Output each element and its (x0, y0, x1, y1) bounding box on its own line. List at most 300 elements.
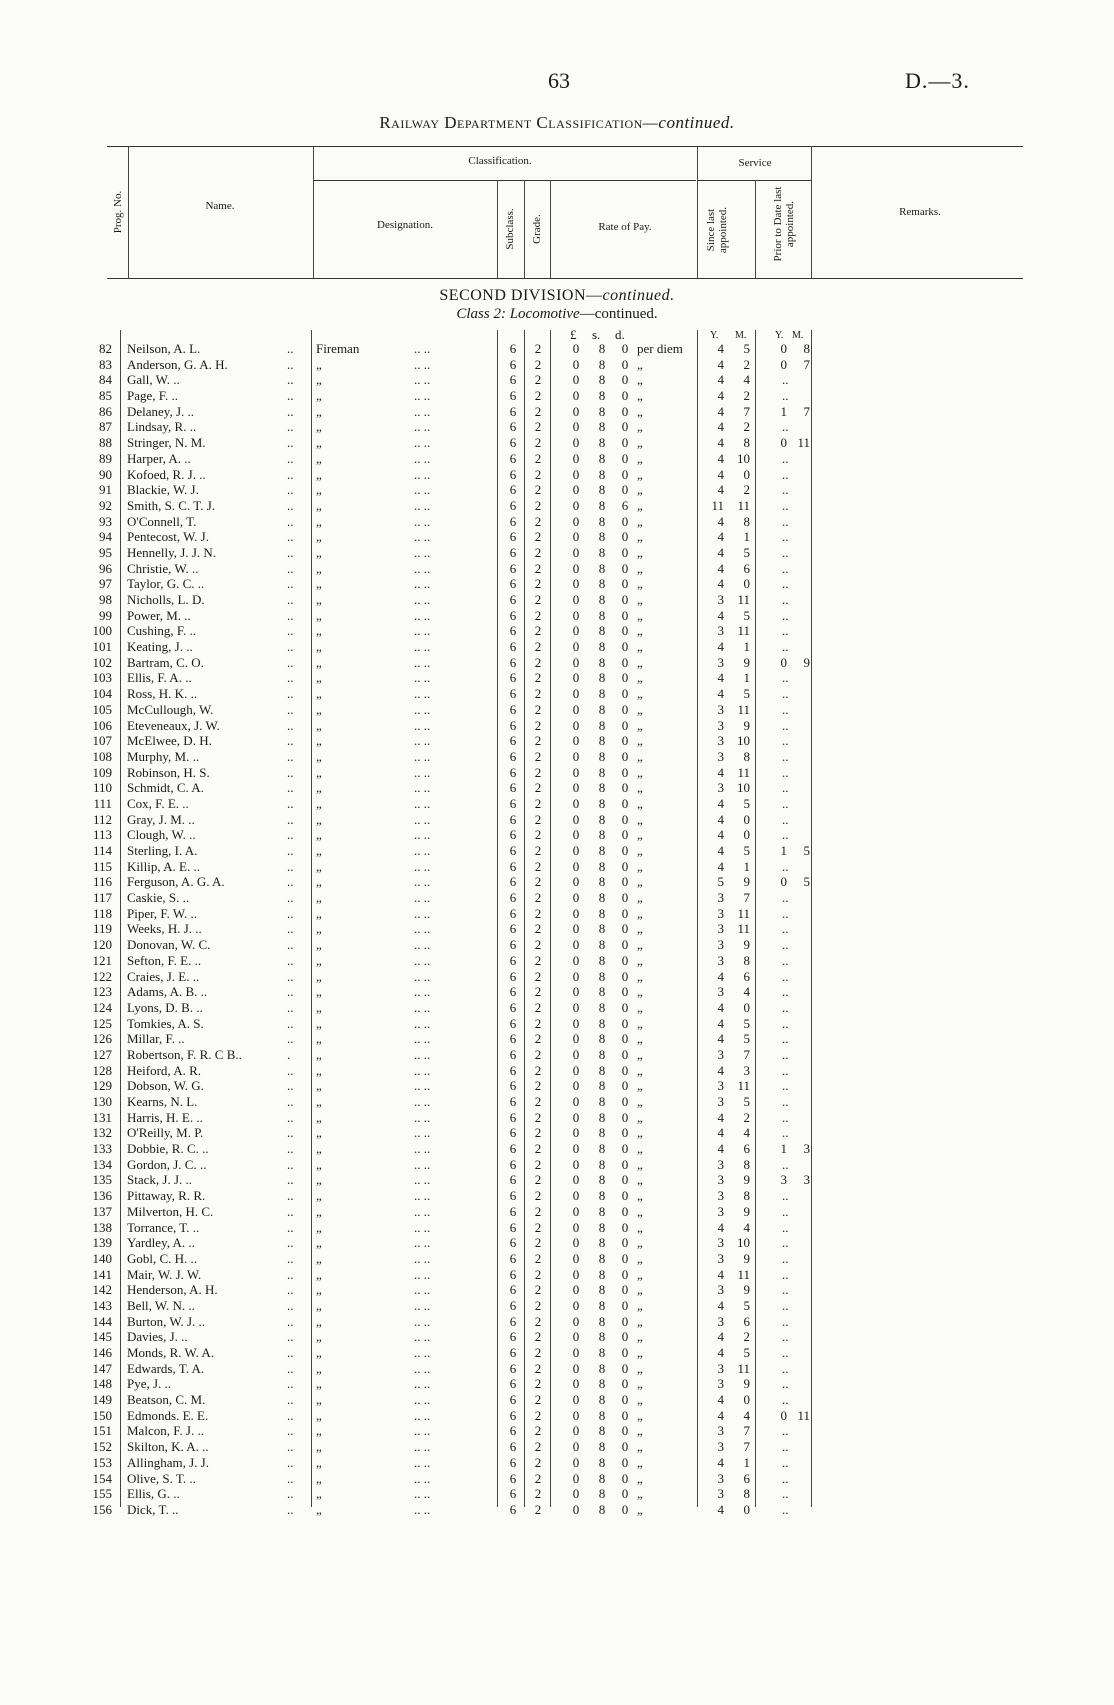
service-years-since: 4 (717, 576, 724, 592)
service-prior-blank: .. (782, 1046, 789, 1062)
subclass: 6 (509, 1266, 517, 1282)
leader-dots: .. (287, 1266, 294, 1282)
pay-shillings: 8 (598, 1235, 606, 1251)
pay-pounds: 0 (572, 1031, 580, 1047)
pay-pounds: 0 (572, 1172, 580, 1188)
leader-dots: .. .. (414, 607, 431, 623)
service-prior-blank: .. (782, 1360, 789, 1376)
subclass: 6 (509, 764, 517, 780)
prog-number: 83 (99, 356, 112, 372)
pay-pence: 0 (621, 1062, 629, 1078)
leader-dots: .. (287, 921, 294, 937)
service-years-since: 3 (717, 1439, 724, 1455)
subclass: 6 (509, 748, 517, 764)
designation: „ (316, 764, 322, 780)
leader-dots: .. .. (414, 1329, 431, 1345)
table-row (0, 1392, 1114, 1408)
prog-number: 126 (92, 1031, 112, 1047)
grade: 2 (534, 403, 542, 419)
leader-dots: .. (287, 1203, 294, 1219)
prog-number: 111 (93, 795, 112, 811)
pay-pounds: 0 (572, 356, 580, 372)
pay-pence: 0 (621, 654, 629, 670)
service-years-since: 3 (717, 1078, 724, 1094)
leader-dots: .. .. (414, 733, 431, 749)
table-row (0, 592, 1114, 608)
service-years-since: 3 (717, 748, 724, 764)
designation: „ (316, 686, 322, 702)
pay-unit: „ (637, 388, 643, 404)
grade: 2 (534, 1062, 542, 1078)
pay-unit: „ (637, 1313, 643, 1329)
staff-name: Gray, J. M. .. (127, 811, 195, 827)
service-prior-blank: .. (782, 686, 789, 702)
service-years-since: 3 (717, 1203, 724, 1219)
pay-pence: 0 (621, 780, 629, 796)
table-row (0, 953, 1114, 969)
table-row (0, 1423, 1114, 1439)
staff-name: Bell, W. N. .. (127, 1297, 195, 1313)
leader-dots: .. (287, 670, 294, 686)
pay-shillings: 8 (598, 544, 606, 560)
leader-dots: .. .. (414, 435, 431, 451)
service-prior-blank: .. (782, 1439, 789, 1455)
pay-shillings: 8 (598, 811, 606, 827)
pay-pounds: 0 (572, 1156, 580, 1172)
pay-pounds: 0 (572, 482, 580, 498)
prog-number: 113 (92, 827, 112, 843)
pay-shillings: 8 (598, 388, 606, 404)
pay-pence: 0 (621, 984, 629, 1000)
leader-dots: .. (287, 1313, 294, 1329)
designation: „ (316, 1109, 322, 1125)
prog-number: 156 (92, 1501, 112, 1517)
subclass: 6 (509, 1219, 517, 1235)
grade: 2 (534, 1078, 542, 1094)
pay-pence: 0 (621, 921, 629, 937)
unit-years-prior: Y. (775, 330, 784, 341)
service-years-since: 4 (717, 1329, 724, 1345)
pay-shillings: 8 (598, 560, 606, 576)
pay-pence: 0 (621, 937, 629, 953)
leader-dots: .. .. (414, 1345, 431, 1360)
pay-shillings: 8 (598, 513, 606, 529)
service-prior-blank: .. (782, 1470, 789, 1486)
service-years-since: 4 (717, 1392, 724, 1408)
service-months-prior: 5 (803, 874, 810, 890)
designation: „ (316, 1376, 322, 1392)
pay-pence: 0 (621, 858, 629, 874)
service-years-since: 4 (717, 1407, 724, 1423)
staff-name: Edmonds. E. E. (127, 1407, 209, 1423)
pay-pounds: 0 (572, 764, 580, 780)
prog-number: 93 (99, 513, 112, 529)
leader-dots: .. .. (414, 1235, 431, 1251)
table-row (0, 1314, 1114, 1330)
leader-dots: .. (287, 1125, 294, 1141)
pay-pence: 0 (621, 1454, 629, 1470)
service-years-since: 4 (717, 607, 724, 623)
staff-name: Anderson, G. A. H. (127, 356, 228, 372)
service-prior-blank: .. (782, 827, 789, 843)
prog-number: 112 (92, 811, 112, 827)
service-months-since: 9 (743, 717, 750, 733)
service-prior-blank: .. (782, 1203, 789, 1219)
designation: „ (316, 607, 322, 623)
service-years-since: 3 (717, 1156, 724, 1172)
service-months-since: 3 (743, 1062, 750, 1078)
leader-dots: .. (287, 795, 294, 811)
subclass: 6 (509, 1376, 517, 1392)
prog-number: 98 (99, 592, 112, 607)
leader-dots: .. .. (414, 1392, 431, 1408)
prog-number: 138 (92, 1219, 112, 1235)
prog-number: 91 (99, 482, 112, 498)
service-years-since: 3 (717, 1235, 724, 1251)
service-prior-blank: .. (782, 1078, 789, 1094)
table-row (0, 561, 1114, 577)
prog-number: 127 (92, 1046, 112, 1062)
service-prior-blank: .. (782, 1423, 789, 1439)
leader-dots: .. (287, 780, 294, 796)
leader-dots: .. (287, 1470, 294, 1486)
prog-number: 110 (92, 780, 112, 796)
subclass: 6 (509, 639, 517, 655)
pay-shillings: 8 (598, 1266, 606, 1282)
prog-number: 103 (92, 670, 112, 686)
grade: 2 (534, 764, 542, 780)
grade: 2 (534, 1486, 542, 1502)
service-years-since: 4 (717, 1219, 724, 1235)
table-row (0, 843, 1114, 859)
service-prior-blank: .. (782, 576, 789, 592)
pay-unit: „ (637, 1078, 643, 1094)
service-prior-blank: .. (782, 1109, 789, 1125)
pay-shillings: 8 (598, 670, 606, 686)
prog-number: 95 (99, 544, 112, 560)
designation: „ (316, 827, 322, 843)
pay-shillings: 8 (598, 843, 606, 858)
service-prior-blank: .. (782, 952, 789, 968)
pay-pence: 0 (621, 1203, 629, 1219)
staff-name: Milverton, H. C. (127, 1203, 214, 1219)
subclass: 6 (509, 1486, 517, 1502)
pay-shillings: 8 (598, 654, 606, 670)
pay-unit: „ (637, 1125, 643, 1141)
service-months-since: 5 (743, 1297, 750, 1313)
prog-number: 115 (92, 858, 112, 874)
pay-pounds: 0 (572, 1094, 580, 1109)
prog-number: 130 (92, 1094, 112, 1109)
grade: 2 (534, 701, 542, 717)
leader-dots: . (287, 1046, 291, 1062)
leader-dots: .. (287, 403, 294, 419)
pay-unit: „ (637, 1297, 643, 1313)
leader-dots: .. (287, 1407, 294, 1423)
header-divider-2 (313, 146, 314, 278)
grade: 2 (534, 341, 542, 356)
pay-unit: „ (637, 607, 643, 623)
division-heading (0, 287, 1114, 305)
pay-pounds: 0 (572, 890, 580, 906)
designation: „ (316, 968, 322, 984)
subclass: 6 (509, 1094, 517, 1109)
table-row (0, 1220, 1114, 1236)
grade: 2 (534, 984, 542, 1000)
unit-pound: £ (570, 327, 577, 342)
service-months-prior: 3 (803, 1172, 810, 1188)
prog-number: 139 (92, 1235, 112, 1251)
designation: „ (316, 419, 322, 435)
service-months-since: 2 (743, 356, 750, 372)
service-years-since: 3 (717, 921, 724, 937)
designation: „ (316, 1203, 322, 1219)
leader-dots: .. (287, 890, 294, 906)
grade: 2 (534, 1266, 542, 1282)
subclass: 6 (509, 890, 517, 906)
pay-pounds: 0 (572, 639, 580, 655)
prog-number: 102 (92, 654, 112, 670)
grade: 2 (534, 1109, 542, 1125)
pay-unit: „ (637, 592, 643, 607)
service-years-since: 4 (717, 560, 724, 576)
service-months-since: 10 (737, 1235, 750, 1251)
designation: „ (316, 984, 322, 1000)
service-months-since: 6 (743, 1470, 750, 1486)
staff-name: Allingham, J. J. (127, 1454, 209, 1470)
service-months-since: 5 (743, 607, 750, 623)
pay-pounds: 0 (572, 1015, 580, 1031)
table-row (0, 404, 1114, 420)
header-divider-7 (755, 180, 756, 278)
service-years-since: 3 (717, 733, 724, 749)
service-years-prior: 0 (780, 1407, 787, 1423)
pay-pounds: 0 (572, 576, 580, 592)
pay-pounds: 0 (572, 654, 580, 670)
subclass: 6 (509, 1407, 517, 1423)
class-label: Class 2: Locomotive (456, 306, 580, 322)
pay-pounds: 0 (572, 1423, 580, 1439)
table-row (0, 1408, 1114, 1424)
table-row (0, 827, 1114, 843)
service-months-since: 9 (743, 654, 750, 670)
service-prior-blank: .. (782, 1156, 789, 1172)
designation: „ (316, 1486, 322, 1502)
pay-pence: 0 (621, 1345, 629, 1360)
subclass: 6 (509, 1501, 517, 1517)
grade: 2 (534, 1423, 542, 1439)
pay-unit: „ (637, 1109, 643, 1125)
table-row (0, 906, 1114, 922)
grade: 2 (534, 748, 542, 764)
pay-pence: 0 (621, 482, 629, 498)
service-prior-blank: .. (782, 482, 789, 498)
pay-pounds: 0 (572, 513, 580, 529)
leader-dots: .. (287, 1015, 294, 1031)
service-months-since: 5 (743, 1094, 750, 1109)
designation: „ (316, 1329, 322, 1345)
leader-dots: .. .. (414, 419, 431, 435)
designation: „ (316, 403, 322, 419)
leader-dots: .. .. (414, 1062, 431, 1078)
subclass: 6 (509, 1235, 517, 1251)
grade: 2 (534, 1313, 542, 1329)
pay-pence: 0 (621, 607, 629, 623)
pay-pence: 0 (621, 670, 629, 686)
leader-dots: .. .. (414, 1266, 431, 1282)
leader-dots: .. (287, 748, 294, 764)
pay-unit: „ (637, 1454, 643, 1470)
leader-dots: .. (287, 1062, 294, 1078)
prog-number: 85 (99, 388, 112, 404)
leader-dots: .. .. (414, 686, 431, 702)
service-prior-blank: .. (782, 717, 789, 733)
designation: „ (316, 937, 322, 953)
subclass: 6 (509, 607, 517, 623)
leader-dots: .. .. (414, 701, 431, 717)
table-row (0, 1204, 1114, 1220)
pay-unit: „ (637, 780, 643, 796)
subclass: 6 (509, 686, 517, 702)
prog-number: 107 (92, 733, 112, 749)
service-months-since: 9 (743, 1172, 750, 1188)
prog-number: 82 (99, 341, 112, 356)
pay-pounds: 0 (572, 1203, 580, 1219)
pay-pounds: 0 (572, 827, 580, 843)
table-row (0, 1047, 1114, 1063)
prog-number: 135 (92, 1172, 112, 1188)
prog-number: 99 (99, 607, 112, 623)
pay-shillings: 8 (598, 1392, 606, 1408)
pay-pounds: 0 (572, 843, 580, 858)
service-prior-blank: .. (782, 905, 789, 921)
service-years-since: 3 (717, 592, 724, 607)
service-prior-blank: .. (782, 1392, 789, 1408)
pay-pounds: 0 (572, 529, 580, 545)
pay-shillings: 8 (598, 497, 606, 513)
unit-pence: d. (615, 327, 625, 342)
leader-dots: .. .. (414, 388, 431, 404)
pay-shillings: 8 (598, 435, 606, 451)
leader-dots: .. .. (414, 780, 431, 796)
leader-dots: .. .. (414, 639, 431, 655)
service-months-since: 5 (743, 795, 750, 811)
service-years-since: 4 (717, 372, 724, 388)
staff-name: Harper, A. .. (127, 450, 191, 466)
table-row (0, 435, 1114, 451)
pay-shillings: 8 (598, 1125, 606, 1141)
leader-dots: .. .. (414, 905, 431, 921)
staff-name: Dobbie, R. C. .. (127, 1141, 209, 1157)
subclass: 6 (509, 576, 517, 592)
service-months-since: 2 (743, 419, 750, 435)
table-row (0, 890, 1114, 906)
prog-number: 122 (92, 968, 112, 984)
prog-number: 117 (92, 890, 112, 906)
service-months-since: 10 (737, 450, 750, 466)
header-divider-4 (524, 180, 525, 278)
staff-name: Gordon, J. C. .. (127, 1156, 207, 1172)
designation: „ (316, 921, 322, 937)
leader-dots: .. (287, 529, 294, 545)
service-prior-blank: .. (782, 968, 789, 984)
pay-pence: 0 (621, 1235, 629, 1251)
pay-shillings: 8 (598, 1376, 606, 1392)
pay-unit: „ (637, 764, 643, 780)
service-months-since: 0 (743, 1501, 750, 1517)
grade: 2 (534, 1407, 542, 1423)
leader-dots: .. .. (414, 654, 431, 670)
prog-number: 140 (92, 1250, 112, 1266)
staff-name: Olive, S. T. .. (127, 1470, 196, 1486)
prog-number: 125 (92, 1015, 112, 1031)
service-prior-blank: .. (782, 1454, 789, 1470)
leader-dots: .. .. (414, 858, 431, 874)
subclass: 6 (509, 356, 517, 372)
service-months-since: 4 (743, 1407, 750, 1423)
designation: „ (316, 1454, 322, 1470)
service-months-since: 1 (743, 670, 750, 686)
staff-name: Christie, W. .. (127, 560, 199, 576)
table-row (0, 702, 1114, 718)
leader-dots: .. .. (414, 560, 431, 576)
service-years-since: 3 (717, 717, 724, 733)
pay-unit: „ (637, 372, 643, 388)
table-row (0, 1063, 1114, 1079)
pay-pounds: 0 (572, 952, 580, 968)
grade: 2 (534, 811, 542, 827)
service-prior-blank: .. (782, 890, 789, 906)
leader-dots: .. .. (414, 984, 431, 1000)
leader-dots: .. (287, 874, 294, 890)
pay-unit: „ (637, 450, 643, 466)
grade: 2 (534, 905, 542, 921)
pay-pounds: 0 (572, 811, 580, 827)
service-prior-blank: .. (782, 544, 789, 560)
service-months-since: 4 (743, 1125, 750, 1141)
subclass: 6 (509, 1203, 517, 1219)
service-prior-blank: .. (782, 1345, 789, 1360)
table-row (0, 639, 1114, 655)
staff-name: Kofoed, R. J. .. (127, 466, 206, 482)
service-prior-blank: .. (782, 795, 789, 811)
grade: 2 (534, 639, 542, 655)
service-months-since: 8 (743, 748, 750, 764)
pay-pence: 0 (621, 1078, 629, 1094)
table-row (0, 1251, 1114, 1267)
service-years-since: 3 (717, 905, 724, 921)
grade: 2 (534, 607, 542, 623)
pay-unit: „ (637, 905, 643, 921)
pay-pence: 0 (621, 1501, 629, 1517)
pay-shillings: 8 (598, 795, 606, 811)
pay-unit: „ (637, 639, 643, 655)
service-months-since: 7 (743, 1423, 750, 1439)
pay-unit: „ (637, 1046, 643, 1062)
pay-pounds: 0 (572, 733, 580, 749)
pay-pence: 0 (621, 1141, 629, 1157)
service-months-since: 6 (743, 968, 750, 984)
subclass: 6 (509, 1109, 517, 1125)
leader-dots: .. (287, 1360, 294, 1376)
pay-unit: „ (637, 529, 643, 545)
grade: 2 (534, 1094, 542, 1109)
subclass: 6 (509, 544, 517, 560)
service-years-since: 3 (717, 1360, 724, 1376)
pay-pence: 0 (621, 717, 629, 733)
pay-shillings: 8 (598, 1109, 606, 1125)
table-row (0, 874, 1114, 890)
